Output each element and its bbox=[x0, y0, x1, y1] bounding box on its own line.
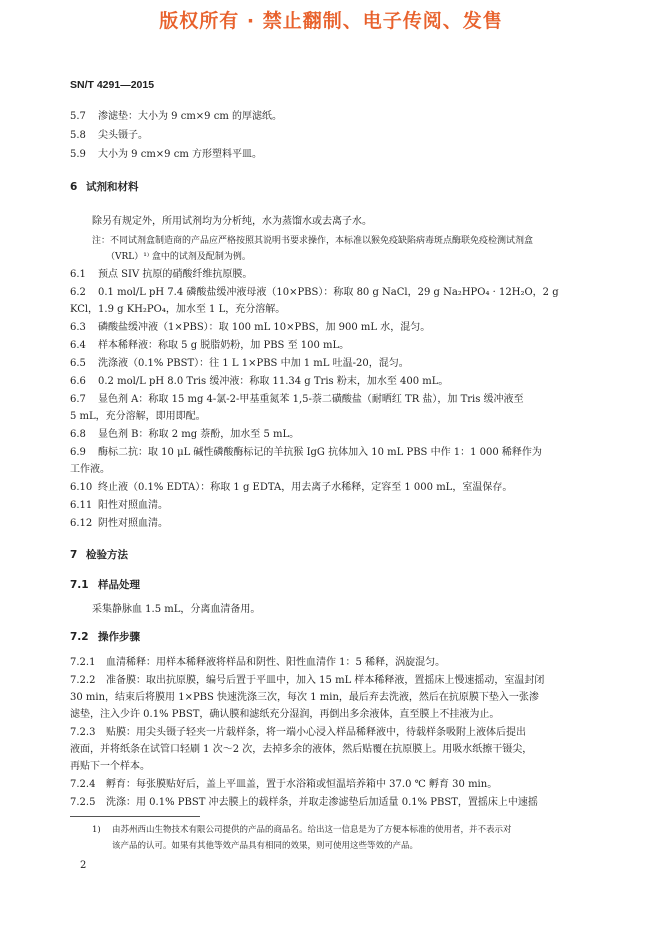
item-text: 预点 SIV 抗原的硝酸纤维抗原膜。 bbox=[98, 269, 253, 280]
standard-code: SN/T 4291—2015 bbox=[70, 79, 155, 91]
item-number: 6.12 bbox=[70, 518, 93, 529]
item-text: 准备膜：取出抗原膜，编号后置于平皿中，加入 15 mL 样本稀释液，置摇床上慢速摇动，室温封闭 bbox=[106, 675, 545, 686]
item-number: 6.4 bbox=[70, 340, 86, 351]
item-text: 终止液（0.1% EDTA）：称取 1 g EDTA，用去离子水稀释，定容至 1 000 mL，室温保存。 bbox=[98, 482, 513, 493]
item-text: 显色剂 B：称取 2 mg 萘酚，加水至 5 mL。 bbox=[98, 429, 300, 440]
item-number: 6.9 bbox=[70, 447, 86, 458]
section-title: 检验方法 bbox=[86, 549, 128, 561]
item-number: 7.2.1 bbox=[70, 657, 96, 668]
item-text: 阳性对照血清。 bbox=[98, 500, 168, 511]
item-text-continued: 30 min，结束后将膜用 1×PBS 快速洗涤三次，每次 1 min，最后弃去洗液，然后在抗原膜下垫入一张渗 bbox=[70, 692, 539, 703]
item-number: 6.5 bbox=[70, 358, 86, 369]
item-text: 显色剂 A：称取 15 mg 4-氯-2-甲基重氮苯 1,5-萘二磺酸盐（耐晒红 TR 盐），加 Tris 缓冲液至 bbox=[98, 394, 524, 405]
subsection-number: 7.2 bbox=[70, 631, 89, 643]
item-text-continued: 工作液。 bbox=[70, 464, 110, 475]
item-number: 5.8 bbox=[70, 130, 86, 141]
section-number: 6 bbox=[70, 181, 78, 193]
item-text: 磷酸盐缓冲液（1×PBS）：取 100 mL 10×PBS，加 900 mL 水，混匀。 bbox=[98, 322, 431, 333]
item-text-continued: 再贴下一个样本。 bbox=[70, 761, 150, 772]
footnote-text: 由苏州西山生物技术有限公司提供的产品的商品名。给出这一信息是为了方便本标准的使用者，并不表示对 bbox=[112, 825, 512, 835]
item-number: 6.7 bbox=[70, 394, 86, 405]
item-number: 7.2.5 bbox=[70, 797, 96, 808]
item-text-continued: 滤垫，注入少许 0.1% PBST，确认膜和滤纸充分湿润，再倒出多余液体，直至膜上不挂液为止。 bbox=[70, 709, 500, 720]
footnote-divider bbox=[70, 816, 200, 817]
item-text: 尖头镊子。 bbox=[98, 130, 148, 141]
item-text: 洗涤液（0.1% PBST）：往 1 L 1×PBS 中加 1 mL 吐温-20，混匀。 bbox=[98, 358, 409, 369]
item-number: 6.1 bbox=[70, 269, 86, 280]
item-text: 0.1 mol/L pH 7.4 磷酸盐缓冲液母液（10×PBS）：称取 80 g NaCl，29 g Na₂HPO₄ · 12H₂O，2 g bbox=[98, 287, 559, 298]
subsection-title: 操作步骤 bbox=[98, 631, 140, 643]
item-number: 6.6 bbox=[70, 376, 86, 387]
item-text: 阴性对照血清。 bbox=[98, 518, 168, 529]
item-number: 7.2.2 bbox=[70, 675, 96, 686]
footnote-text: 该产品的认可。如果有其他等效产品具有相同的效果，则可使用这些等效的产品。 bbox=[112, 841, 419, 851]
item-text: 0.2 mol/L pH 8.0 Tris 缓冲液：称取 11.34 g Tris 粉末，加水至 400 mL。 bbox=[98, 376, 449, 387]
item-number: 6.10 bbox=[70, 482, 93, 493]
item-number: 5.7 bbox=[70, 111, 86, 122]
item-text: 血清稀释：用样本稀释液将样品和阴性、阳性血清作 1：5 稀释，涡旋混匀。 bbox=[106, 657, 446, 668]
subsection-number: 7.1 bbox=[70, 579, 89, 591]
item-text-continued: 5 mL，充分溶解，即用即配。 bbox=[70, 411, 206, 422]
section-title: 试剂和材料 bbox=[86, 181, 139, 193]
item-text: 孵育：每张膜贴好后，盖上平皿盖，置于水浴箱或恒温培养箱中 37.0 ℃ 孵育 30 min。 bbox=[106, 779, 498, 790]
section-number: 7 bbox=[70, 549, 78, 561]
item-text: 样本稀释液：称取 5 g 脱脂奶粉，加 PBS 至 100 mL。 bbox=[98, 340, 350, 351]
subsection-title: 样品处理 bbox=[98, 579, 140, 591]
item-number: 7.2.3 bbox=[70, 727, 96, 738]
item-number: 6.8 bbox=[70, 429, 86, 440]
page-number: 2 bbox=[80, 860, 87, 871]
paragraph: 除另有规定外，所用试剂均为分析纯，水为蒸馏水或去离子水。 bbox=[92, 216, 372, 227]
note-line: （VRL）¹⁾ 盒中的试剂及配制为例。 bbox=[106, 252, 251, 262]
item-text: 贴膜：用尖头镊子轻夹一片载样条，将一端小心浸入样品稀释液中，待载样条吸附上液体后提出 bbox=[106, 727, 526, 738]
item-text: 渗滤垫：大小为 9 cm×9 cm 的厚滤纸。 bbox=[98, 111, 282, 122]
copyright-banner: 版权所有 · 禁止翻制、电子传阅、发售 bbox=[159, 10, 503, 32]
item-text: 酶标二抗：取 10 μL 碱性磷酸酶标记的羊抗猴 IgG 抗体加入 10 mL PBS 中作 1：1 000 稀释作为 bbox=[98, 447, 542, 458]
paragraph: 采集静脉血 1.5 mL，分离血清备用。 bbox=[92, 604, 261, 615]
item-text: 洗涤：用 0.1% PBST 冲去膜上的载样条，并取走渗滤垫后加适量 0.1% PBST，置摇床上中速摇 bbox=[106, 797, 538, 808]
item-number: 6.11 bbox=[70, 500, 93, 511]
item-text: 大小为 9 cm×9 cm 方形塑料平皿。 bbox=[98, 149, 262, 160]
item-number: 6.2 bbox=[70, 287, 86, 298]
item-text-continued: 液面，并将纸条在试管口轻刷 1 次～2 次，去掉多余的液体，然后贴覆在抗原膜上。用吸水纸擦干镊尖， bbox=[70, 744, 533, 755]
item-number: 5.9 bbox=[70, 149, 86, 160]
item-number: 6.3 bbox=[70, 322, 86, 333]
item-number: 7.2.4 bbox=[70, 779, 96, 790]
item-text-continued: KCl，1.9 g KH₂PO₄，加水至 1 L，充分溶解。 bbox=[70, 304, 286, 315]
note-line: 注：不同试剂盒制造商的产品应严格按照其说明书要求操作，本标准以猴免疫缺陷病毒斑点酶联免疫检测试剂盒 bbox=[92, 236, 534, 246]
footnote-mark: 1) bbox=[92, 825, 101, 835]
